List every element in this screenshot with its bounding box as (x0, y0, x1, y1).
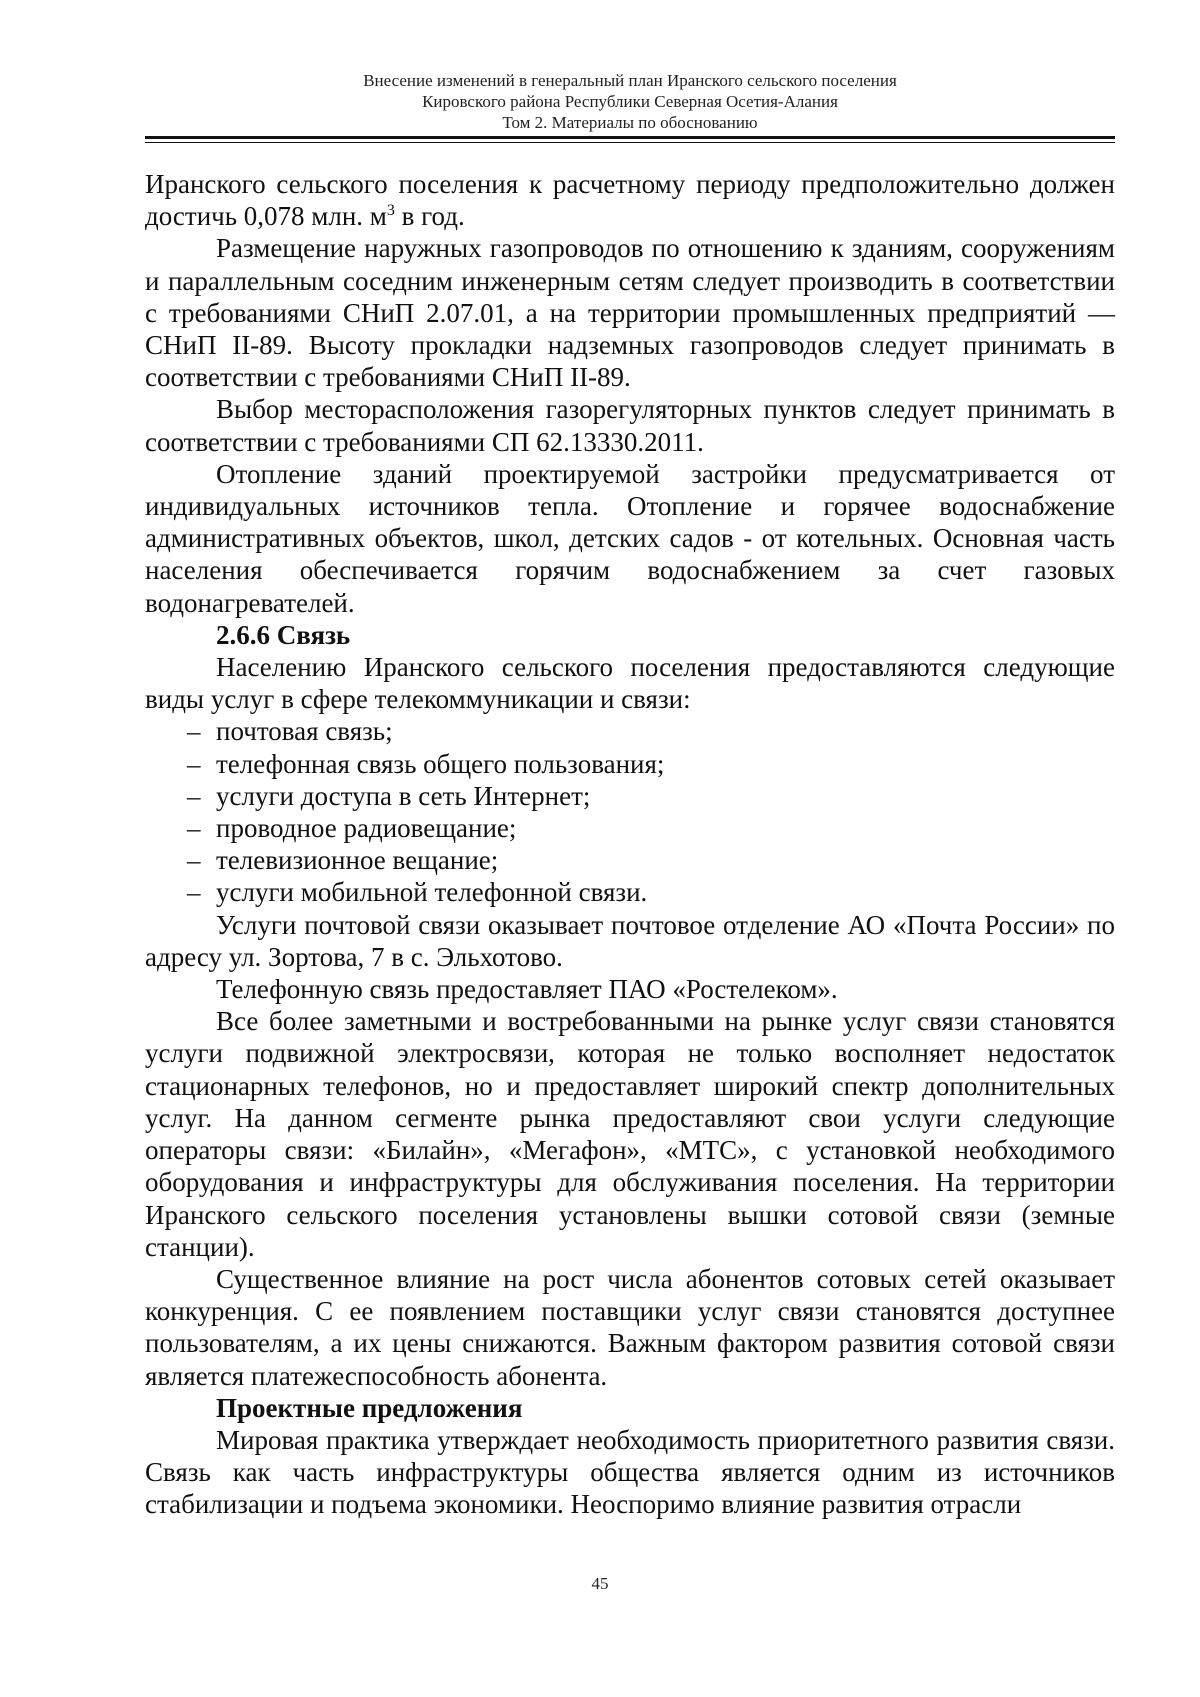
paragraph-gas-regulators: Выбор месторасположения газорегуляторных пунктов следует принимать в соответствии с требованиями СП 62.13330.2011. (145, 394, 1115, 457)
paragraph-world-practice: Мировая практика утверждает необходимость приоритетного развития связи. Связь как часть инфраструктуры общества является одним из источников стабилизации и подъема экономики. Неоспоримо влияние развития отрасли (145, 1424, 1115, 1520)
list-item-text: телефонная связь общего пользования; (216, 748, 665, 779)
list-dash: – (187, 716, 201, 747)
services-list (145, 715, 1115, 908)
header-line-1: Внесение изменений в генеральный план Иранского сельского поселения (363, 71, 897, 90)
header-line-2: Кировского района Республики Северная Осетия-Алания (422, 92, 838, 111)
paragraph-postal-service: Услуги почтовой связи оказывает почтовое отделение АО «Почта России» по адресу ул. Зортова, 7 в с. Эльхотово. (145, 909, 1115, 972)
paragraph-mobile-operators: Все более заметными и востребованными на рынке услуг связи становятся услуги подвижной электросвязи, которая не только восполняет недостаток стационарных телефонов, но и предоставляет широкий спектр дополнительных услуг. На данном сегменте рынка предоставляют свои услуги следующие операторы связи: «Билайн», «Мегафон», «МТС», с установкой необходимого оборудования и инфраструктуры для обслуживания поселения. На территории Иранского сельского поселения установлены вышки сотовой связи (земные станции). (145, 1006, 1115, 1262)
list-item-text: почтовая связь; (216, 716, 393, 747)
list-item-text: телевизионное вещание; (216, 845, 499, 876)
list-item (145, 876, 1115, 908)
list-dash: – (187, 845, 201, 876)
paragraph-gas-volume (145, 168, 1115, 232)
header-rule-thick (145, 136, 1115, 139)
list-item-text: проводное радиовещание; (216, 813, 517, 844)
list-dash: – (187, 877, 201, 908)
paragraph-text-tail: в год. (394, 201, 465, 232)
paragraph-heating: Отопление зданий проектируемой застройки предусматривается от индивидуальных источников тепла. Отопление и горячее водоснабжение административных объектов, школ, детских садов - от котельных. Основная часть населения обеспечивается горячим водоснабжением за счет газовых водонагревателей. (145, 458, 1115, 618)
paragraph-gas-pipelines: Размещение наружных газопроводов по отношению к зданиям, сооружениям и параллельным соседним инженерным сетям следует производить в соответствии с требованиями СНиП 2.07.01, а на территории промышленных предприятий — СНиП II-89. Высоту прокладки надземных газопроводов следует принимать в соответствии с требованиями СНиП II-89. (145, 233, 1115, 393)
list-dash: – (187, 748, 201, 779)
list-item-text: услуги мобильной телефонной связи. (216, 877, 648, 908)
superscript: 3 (386, 202, 395, 220)
header-line-3: Том 2. Материалы по обоснованию (502, 113, 758, 132)
list-item (145, 812, 1115, 844)
page-number: 45 (591, 1574, 609, 1593)
section-heading-communications: 2.6.6 Связь (216, 619, 351, 650)
list-dash: – (187, 813, 201, 844)
paragraph-text: Иранского сельского поселения к расчетному периоду предположительно должен достичь 0,078 млн. м (145, 169, 1115, 232)
list-item (145, 780, 1115, 812)
list-dash: – (187, 780, 201, 811)
section-heading-proposals: Проектные предложения (216, 1392, 523, 1423)
list-item (145, 844, 1115, 876)
list-item (145, 715, 1115, 747)
list-item (145, 748, 1115, 780)
paragraph-competition: Существенное влияние на рост числа абонентов сотовых сетей оказывает конкуренция. С ее появлением поставщики услуг связи становятся доступнее пользователям, а их цены снижаются. Важным фактором развития сотовой связи является платежеспособность абонента. (145, 1263, 1115, 1391)
header-rule-thin (145, 142, 1115, 143)
document-body (145, 168, 1115, 1521)
paragraph-services-intro: Населению Иранского сельского поселения предоставляются следующие виды услуг в сфере телекоммуникации и связи: (145, 652, 1115, 715)
paragraph-telephone: Телефонную связь предоставляет ПАО «Ростелеком». (216, 974, 838, 1005)
list-item-text: услуги доступа в сеть Интернет; (216, 780, 591, 811)
running-header (145, 70, 1115, 133)
